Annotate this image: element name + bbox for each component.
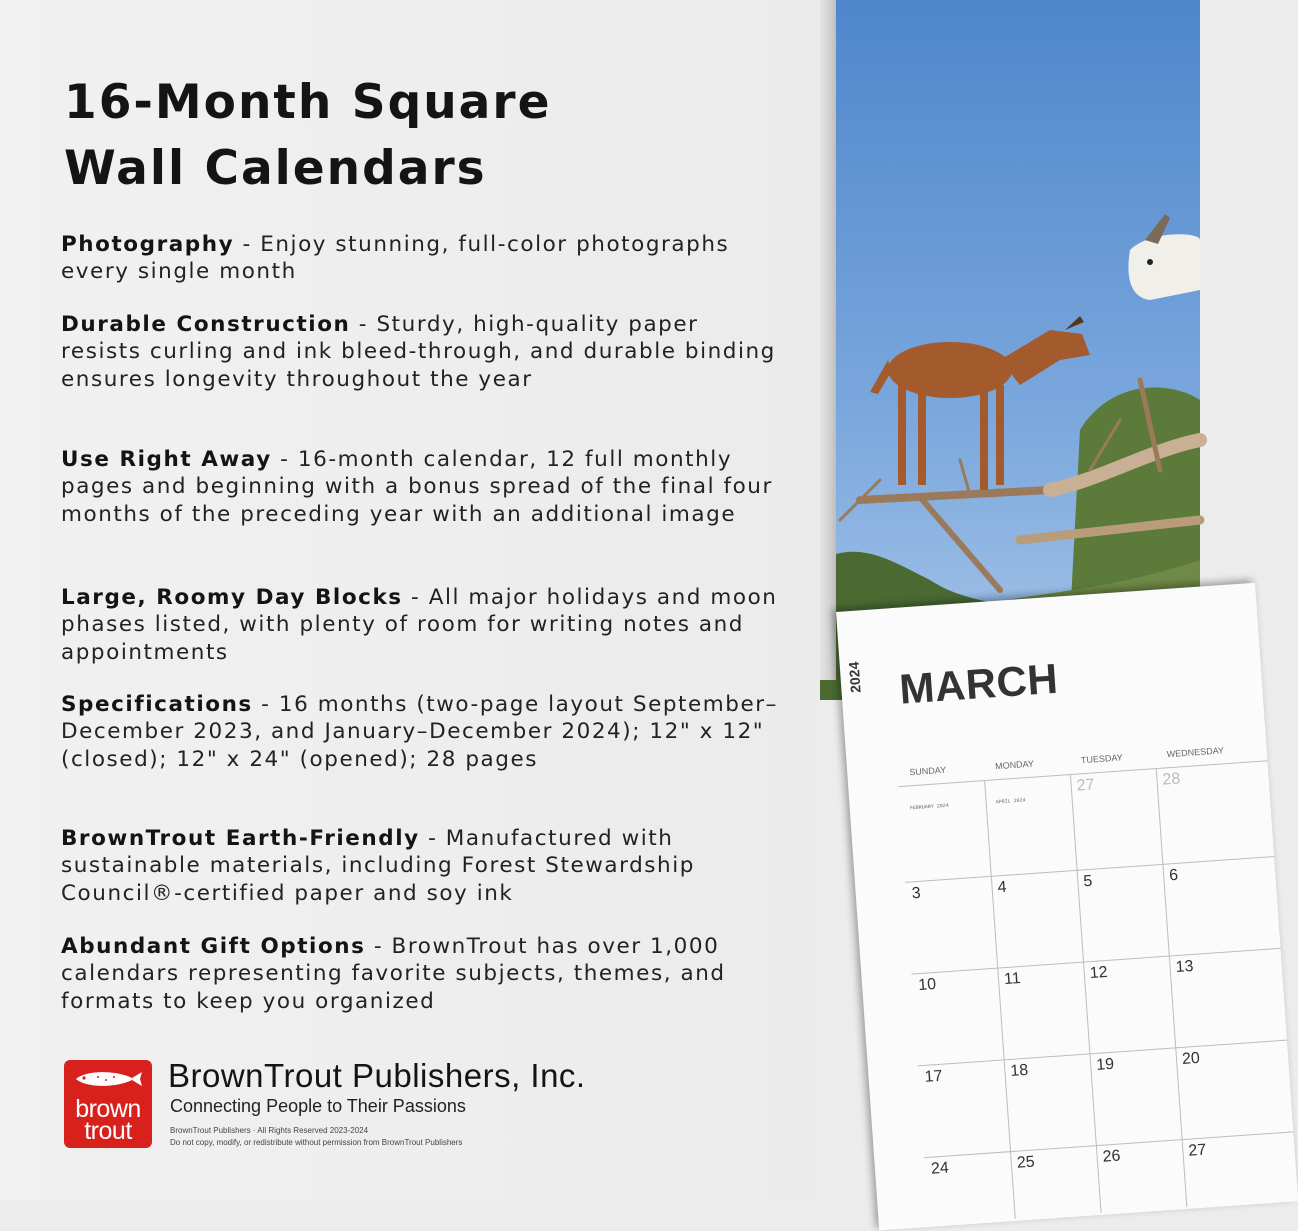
- browntrout-logo: [64, 1060, 152, 1148]
- page-title: [64, 70, 764, 202]
- feature-day-blocks: [61, 584, 781, 666]
- feature-heading: Photography: [61, 232, 235, 257]
- feature-text: - 16-month calendar, 12 full monthly pages and beginning with a bonus spread of the final four months of the preceding year with an additional image: [61, 447, 773, 527]
- title-line-2: Wall Calendars: [64, 141, 487, 196]
- day-number: 26: [1102, 1147, 1122, 1166]
- day-number: 24: [930, 1159, 950, 1178]
- day-number: 10: [917, 975, 937, 995]
- day-number: 25: [1016, 1153, 1036, 1172]
- day-number: 27: [1076, 776, 1096, 795]
- feature-specifications: [61, 691, 781, 773]
- copyright-text: BrownTrout Publishers · All Rights Reserved 2023-2024: [170, 1126, 369, 1135]
- calendar-year: 2024: [845, 661, 864, 694]
- day-number: 13: [1175, 957, 1194, 977]
- day-number: 28: [1161, 770, 1181, 789]
- logo-text-trout: trout: [84, 1117, 132, 1145]
- day-name-sunday: SUNDAY: [909, 764, 947, 778]
- day-number: 17: [924, 1067, 944, 1086]
- page-fold-shadow: [820, 0, 836, 680]
- feature-text: - Enjoy stunning, full-color photographs every single month: [61, 232, 730, 285]
- feature-heading: Large, Roomy Day Blocks: [61, 585, 403, 610]
- day-name-tuesday: TUESDAY: [1080, 752, 1124, 766]
- day-number: 3: [911, 884, 922, 903]
- day-number: 12: [1089, 963, 1109, 983]
- feature-text: - All major holidays and moon phases listed, with plenty of room for writing notes and appointments: [61, 585, 778, 665]
- feature-heading: Specifications: [61, 692, 253, 717]
- feature-use-right-away: [61, 446, 781, 528]
- logo-text-brown: brown: [75, 1095, 141, 1123]
- feature-text: - BrownTrout has over 1,000 calendars representing favorite subjects, themes, and formats to keep you organized: [61, 934, 726, 1014]
- publisher-name: BrownTrout Publishers, Inc.: [168, 1057, 586, 1094]
- title-line-1: 16-Month Square: [64, 75, 552, 130]
- day-number: 18: [1009, 1061, 1029, 1080]
- trout-icon: [72, 1068, 144, 1090]
- mini-calendar-april: APRIL 2024: [995, 797, 1026, 806]
- day-number: 5: [1082, 872, 1093, 891]
- day-number: 20: [1181, 1049, 1201, 1068]
- feature-earth-friendly: [61, 825, 781, 907]
- day-number: 4: [997, 878, 1008, 897]
- publisher-footer: [64, 1058, 784, 1158]
- publisher-tagline: Connecting People to Their Passions: [170, 1096, 466, 1116]
- feature-heading: BrownTrout Earth-Friendly: [61, 826, 420, 851]
- calendar-month: MARCH: [897, 654, 1060, 713]
- feature-text: - Sturdy, high-quality paper resists curling and ink bleed-through, and durable binding ensures longevity throughout the year: [61, 312, 776, 392]
- day-number: 27: [1187, 1141, 1207, 1160]
- feature-durable-construction: [61, 311, 781, 393]
- day-number: 19: [1095, 1055, 1115, 1074]
- permission-text: Do not copy, modify, or redistribute without permission from BrownTrout Publishers: [170, 1138, 463, 1147]
- feature-heading: Durable Construction: [61, 312, 351, 337]
- calendar-page-march: [836, 583, 1298, 1231]
- day-name-wednesday: WEDNESDAY: [1166, 745, 1225, 760]
- day-number: 6: [1168, 866, 1179, 885]
- mini-calendar-february: FEBRUARY 2024: [909, 802, 950, 812]
- feature-heading: Use Right Away: [61, 447, 272, 472]
- day-number: 11: [1003, 970, 1022, 989]
- feature-photography: [61, 231, 781, 286]
- day-name-monday: MONDAY: [994, 758, 1035, 772]
- feature-text: - 16 months (two-page layout September–December 2023, and January–December 2024); 12" x 12" (closed); 12" x 24" (opened); 28 pages: [61, 692, 778, 772]
- feature-text: - Manufactured with sustainable materials, including Forest Stewardship Council®-certified paper and soy ink: [61, 826, 695, 906]
- feature-gift-options: [61, 933, 781, 1015]
- feature-heading: Abundant Gift Options: [61, 934, 366, 959]
